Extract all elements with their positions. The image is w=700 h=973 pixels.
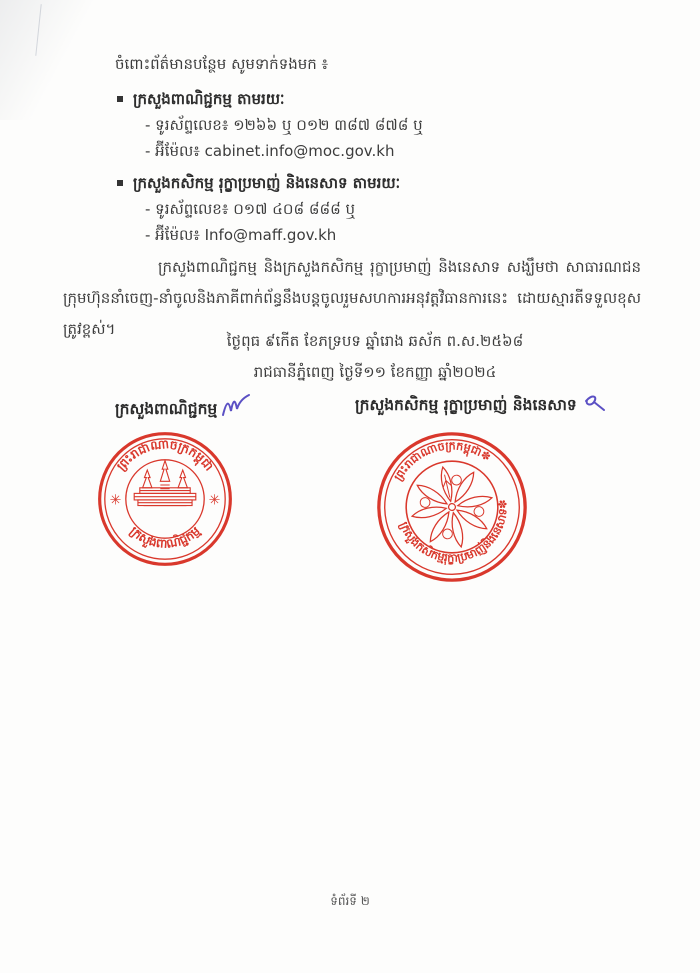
issued-date-line: រាជធានីភ្នំពេញ ថ្ងៃទី១១ ខែកញ្ញា ឆ្នាំ២០២៤ (253, 363, 497, 381)
stamp-arc-bottom-right: ក្រសួងកសិកម្មរុក្ខាប្រមាញ់និងនេសាទ✽ (397, 499, 510, 565)
agriculture-email-line: - អ៊ីម៉ែល៖ Info@maff.gov.kh (145, 226, 337, 244)
angkor-wat-temple-icon (134, 461, 196, 506)
ministry-agriculture-label: ក្រសួងកសិកម្ម រុក្ខាប្រមាញ់ និងនេសាទ តាមរយៈ (133, 174, 401, 192)
handwritten-initial-left (219, 392, 255, 420)
contact-section (63, 50, 641, 248)
agriculture-phone-line: - ទូរស័ព្ទលេខ៖ ០១៧ ៤០៨ ៨៨៨ ឬ (145, 200, 356, 218)
page-number: ទំព័រទី ២ (330, 894, 370, 908)
dateline-block (50, 326, 700, 388)
stamp-arc-top-right: ព្រះរាជាណាចក្រកម្ពុជា✽ (391, 439, 494, 484)
scan-crease-artifact (35, 4, 41, 56)
list-item (63, 86, 641, 112)
lunar-date-line: ថ្ងៃពុធ ៩កើត ខែភទ្របទ ឆ្នាំរោង ឆស័ក ព.ស.២៥៦៨ (226, 332, 524, 350)
stamp-arc-bottom-left: ក្រសួងពាណិជ្ជកម្ម (127, 523, 203, 551)
agriculture-ministry-stamp (358, 413, 545, 600)
commerce-email-line: - អ៊ីម៉ែល៖ cabinet.info@moc.gov.kh (145, 142, 395, 160)
list-item (63, 170, 641, 196)
closing-paragraph: ក្រសួងពាណិជ្ជកម្ម និងក្រសួងកសិកម្ម រុក្ខាប្រមាញ់ និងនេសាទ សង្ឃឹមថា សាធារណជន ក្រុមហ៊ុននាំចេញ-នាំចូលនិងភាគីពាក់ព័ន្ធនឹងបន្តចូលរួមសហការអនុវត្តវិធានការនេះ ដោយស្មារតីទទួលខុសត្រូវខ្ពស់។ (63, 258, 641, 338)
signature-right-title (355, 392, 607, 418)
ministry-commerce-signature-label: ក្រសួងពាណិជ្ជកម្ម (115, 400, 218, 418)
ministry-agriculture-signature-label: ក្រសួងកសិកម្ម រុក្ខាប្រមាញ់ និងនេសាទ (355, 396, 577, 414)
contact-intro-text: ចំពោះព័ត៌មានបន្ថែម សូមទាក់ទងមក ៖ (115, 55, 329, 73)
stamp-star-icon: ✳ (208, 492, 221, 509)
handwritten-initial-right (579, 392, 607, 416)
stamp-arc-top-left: ព្រះរាជាណាចក្រកម្ពុជា (113, 436, 217, 474)
bullet-square-icon (117, 96, 123, 102)
commerce-phone-line: - ទូរស័ព្ទលេខ៖ ១២៦៦ ឬ ០១២ ៣៨៧ ៨៧៨ ឬ (145, 116, 423, 134)
ministry-commerce-label: ក្រសួងពាណិជ្ជកម្ម តាមរយៈ (133, 90, 285, 108)
stamp-star-icon: ✳ (109, 492, 122, 509)
signature-left-title (115, 392, 255, 422)
bullet-square-icon (117, 180, 123, 186)
commerce-ministry-stamp (95, 427, 235, 571)
